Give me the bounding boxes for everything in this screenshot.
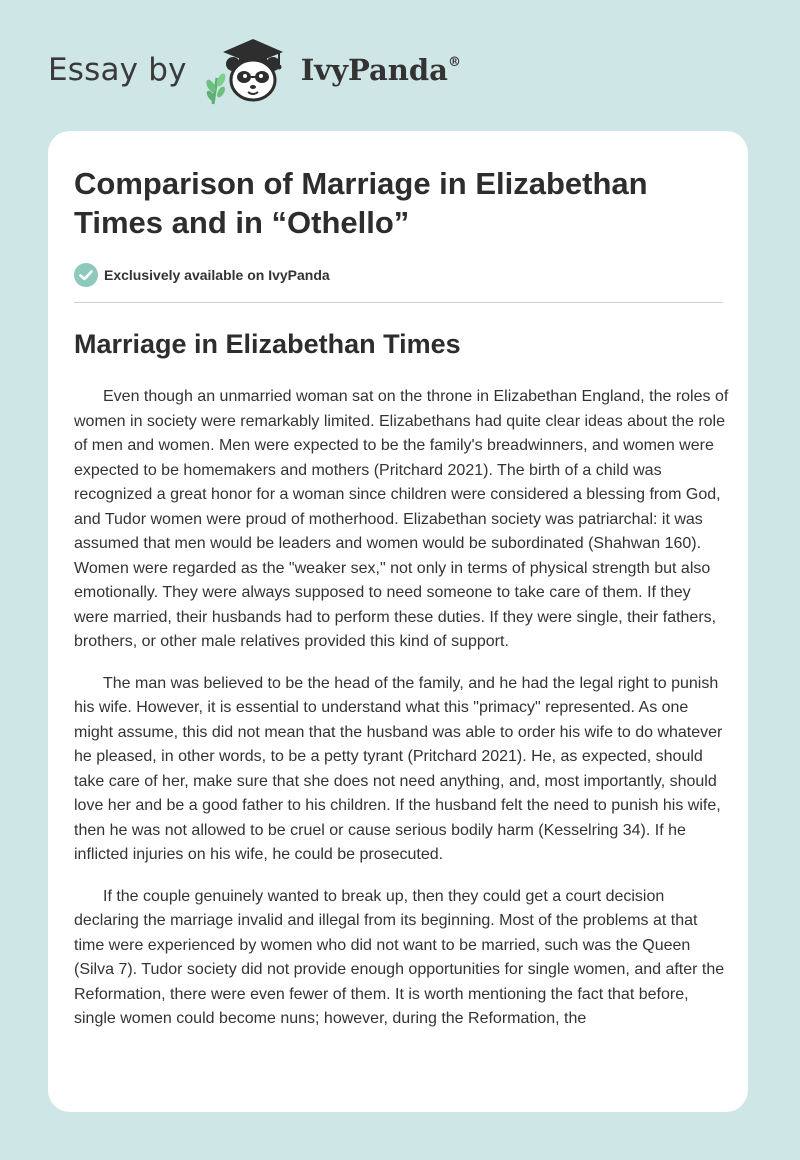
exclusive-badge: [74, 263, 330, 287]
panda-logo-icon[interactable]: [201, 34, 297, 106]
essay-card: [48, 131, 748, 1112]
paragraph: If the couple genuinely wanted to break up, then they could get a court decision declaring the marriage invalid and illegal from its beginning. Most of the problems at that time were experienced by women who did not want to be married, such was the Queen (Silva 7). Tudor society did not provide enough opportunities for single women, and after the Reformation, there were even fewer of them. It is worth mentioning the fact that before, single women could become nuns; however, during the Reformation, the: [74, 887, 725, 1027]
paragraph: Even though an unmarried woman sat on the throne in Elizabethan England, the roles of women in society were remarkably limited. Elizabethans had quite clear ideas about the role of men and women. Men were expected to be the family's breadwinners, and women were expected to be homemakers and mothers (Pritchard 2021). The birth of a child was recognized a great honor for a woman since children were considered a blessing from God, and Tudor women were proud of motherhood. Elizabethan society was patriarchal: it was assumed that men would be leaders and women would be subordinated (Shahwan 160). Women were regarded as the "weaker sex," not only in terms of physical strength but also emotionally. They were always supposed to need someone to take care of them. If they were married, their husbands had to perform these duties. If they were single, their fathers, brothers, or other male relatives provided this kind of support.: [74, 388, 729, 650]
page-title: Comparison of Marriage in Elizabethan Times and in “Othello”: [74, 166, 648, 240]
exclusive-badge-label: Exclusively available on IvyPanda: [104, 267, 330, 283]
brand-name[interactable]: IvyPanda®: [300, 53, 461, 87]
essay-body: [74, 385, 729, 1049]
essay-by-label: Essay by: [48, 52, 187, 88]
site-header: [48, 34, 461, 106]
registered-mark: ®: [447, 55, 461, 70]
check-circle-icon: [74, 263, 98, 287]
paragraph: The man was believed to be the head of the family, and he had the legal right to punish his wife. However, it is essential to understand what this "primacy" represented. As one might assume, this did not mean that the husband was able to order his wife to do whatever he pleased, in other words, to be a petty tyrant (Pritchard 2021). He, as expected, should take care of her, make sure that she does not need anything, and, most importantly, should love her and be a good father to his children. If the husband felt the need to punish his wife, then he was not allowed to be cruel or cause serious bodily harm (Kesselring 34). If he inflicted injuries on his wife, he could be prosecuted.: [74, 674, 723, 863]
section-heading: Marriage in Elizabethan Times: [74, 329, 461, 359]
divider: [74, 302, 723, 303]
